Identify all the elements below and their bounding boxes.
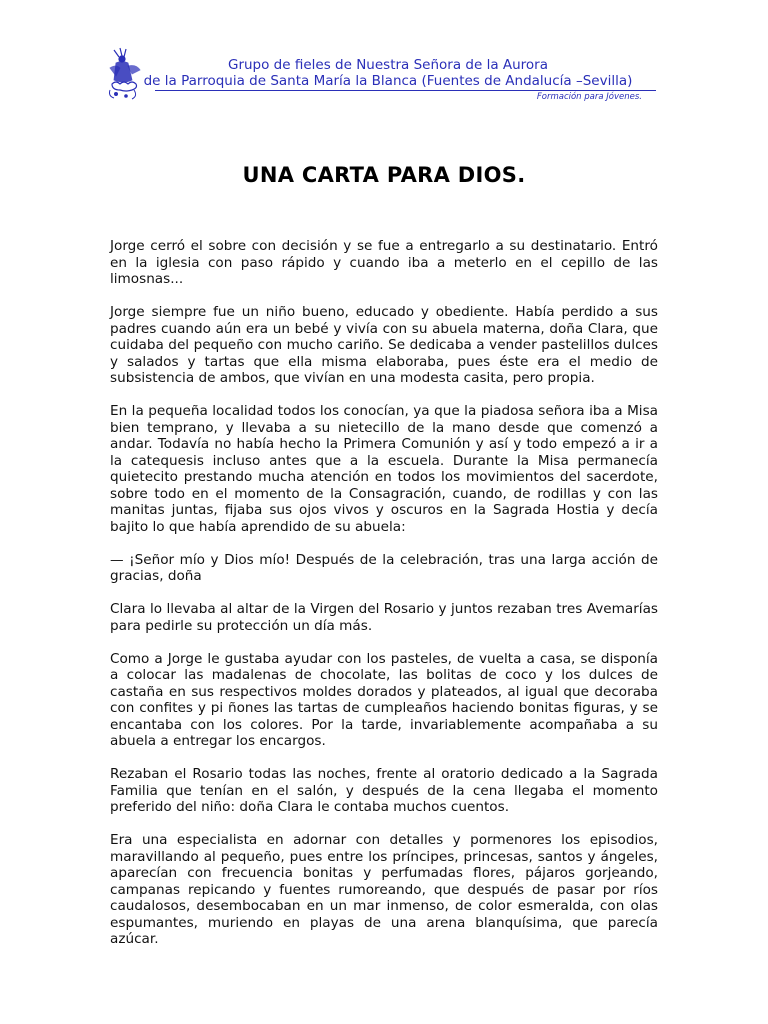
paragraph: Clara lo llevaba al altar de la Virgen del Rosario y juntos rezaban tres Avemarías para pedirle su protección un día más. (110, 601, 658, 634)
paragraph: Rezaban el Rosario todas las noches, frente al oratorio dedicado a la Sagrada Familia que tenían en el salón, y después de la cena llegaba el momento preferido del niño: doña Clara le contaba muchos cuentos. (110, 766, 658, 815)
paragraph: Como a Jorge le gustaba ayudar con los pasteles, de vuelta a casa, se disponía a colocar las madalenas de chocolate, las bolitas de coco y los dulces de castaña en sus respectivos moldes dorados y plateados, al igual que decoraba con confites y pi ñones las tartas de cumpleaños haciendo bonitas figuras, y se encantaba con los colores. Por la tarde, invariablemente acompañaba a su abuela a entregar los encargos. (110, 650, 658, 749)
paragraph: — ¡Señor mío y Dios mío! Después de la celebración, tras una larga acción de gracias, doña (110, 551, 658, 584)
document-header (118, 57, 658, 89)
document-body (110, 238, 658, 964)
document-title: UNA CARTA PARA DIOS. (242, 163, 526, 187)
paragraph: Jorge siempre fue un niño bueno, educado y obediente. Había perdido a sus padres cuando aún era un bebé y vivía con su abuela materna, doña Clara, que cuidaba del pequeño con mucho cariño. Se dedicaba a vender pastelillos dulces y salados y tartas que ella misma elaboraba, pues éste era el medio de subsistencia de ambos, que vivían en una modesta casita, pero propia. (110, 304, 658, 386)
paragraph: Era una especialista en adornar con detalles y pormenores los episodios, maravillando al pequeño, pues entre los príncipes, princesas, santos y ángeles, aparecían con frecuencia bonitas y perfumadas flores, pájaros gorjeando, campanas repicando y fuentes rumoreando, que después de pasar por ríos caudalosos, desembocaban en un mar inmenso, de color esmeralda, con olas espumantes, muriendo en playas de una arena blanquísima, que parecía azúcar. (110, 832, 658, 947)
header-group-name: Grupo de fieles de Nuestra Señora de la Aurora (227, 57, 549, 73)
paragraph: En la pequeña localidad todos los conocían, ya que la piadosa señora iba a Misa bien temprano, y llevaba a su nietecillo de la mano desde que comenzó a andar. Todavía no había hecho la Primera Comunión y así y todo empezó a ir a la catequesis incluso antes que a la escuela. Durante la Misa permanecía quietecito prestando mucha atención en todos los movimientos del sacerdote, sobre todo en el momento de la Consagración, cuando, de rodillas y con las manitas juntas, fijaba sus ojos vivos y oscuros en la Sagrada Hostia y decía bajito lo que había aprendido de su abuela: (110, 403, 658, 535)
paragraph: Jorge cerró el sobre con decisión y se fue a entregarlo a su destinatario. Entró en la iglesia con paso rápido y cuando iba a meterlo en el cepillo de las limosnas... (110, 238, 658, 287)
header-divider (155, 90, 656, 91)
header-parish-name: de la Parroquia de Santa María la Blanca (Fuentes de Andalucía –Sevilla) (143, 73, 633, 89)
header-subtag: Formación para Jóvenes. (536, 92, 642, 102)
